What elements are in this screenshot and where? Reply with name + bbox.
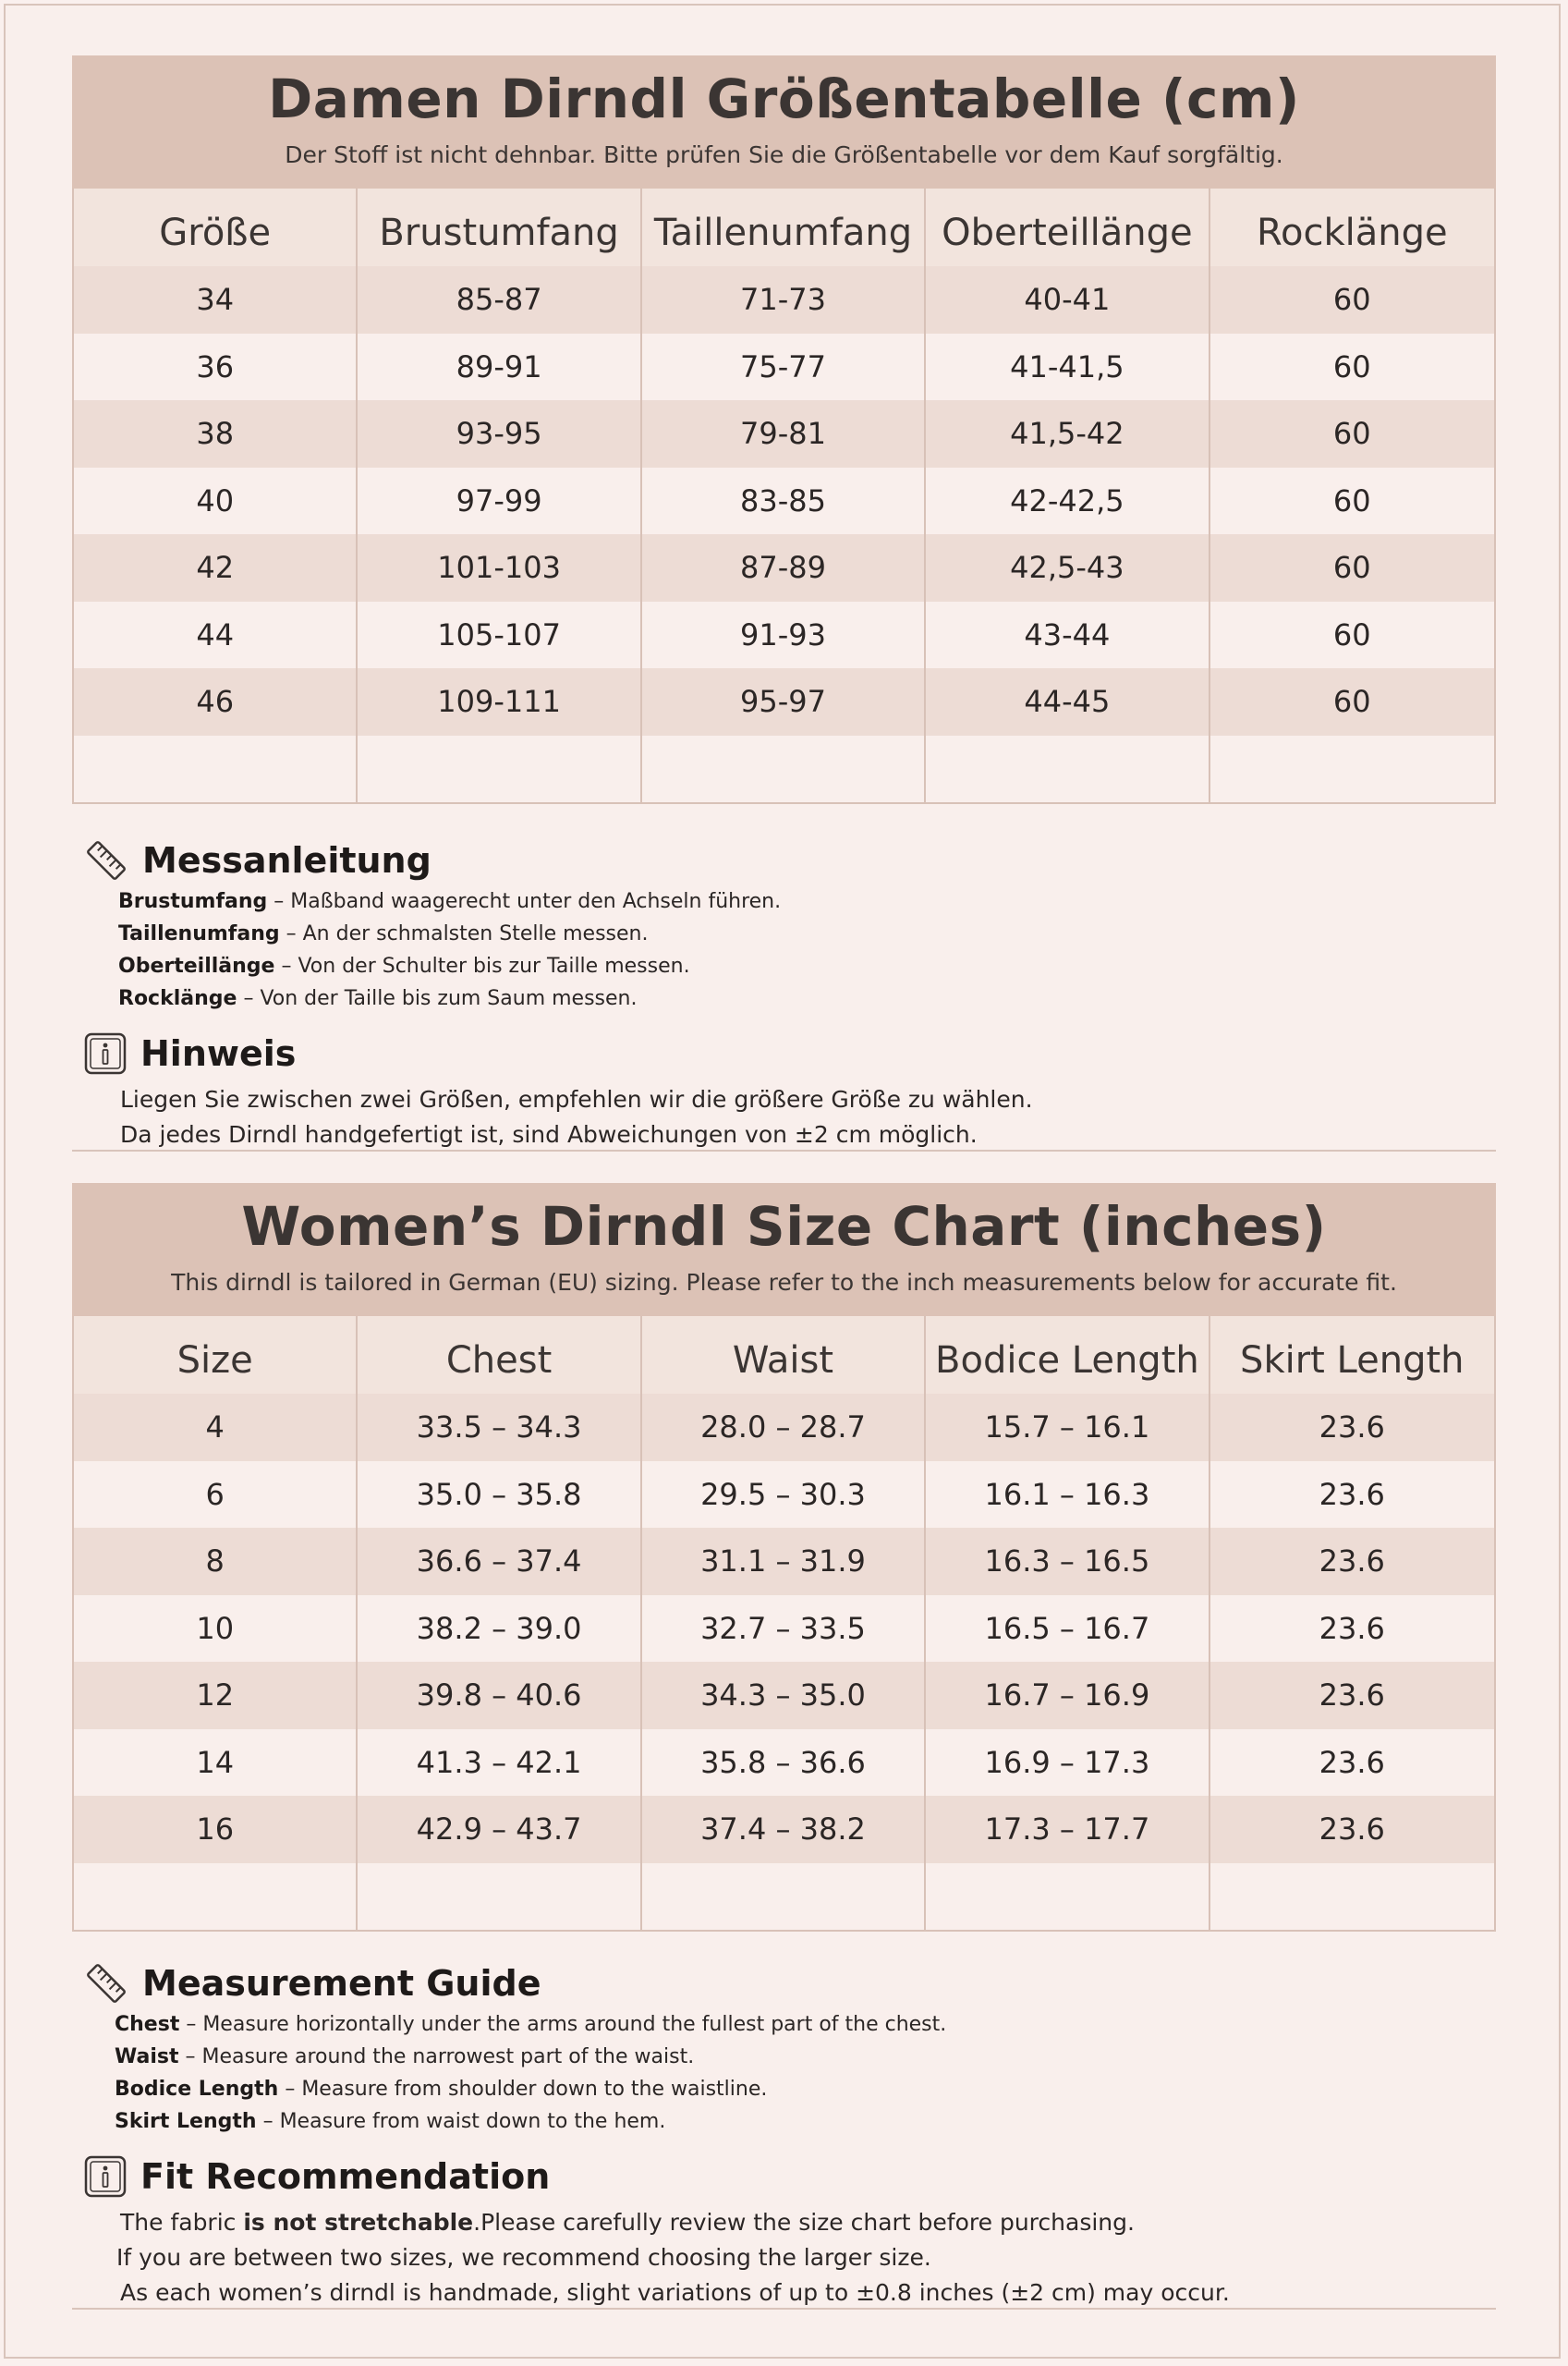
subtitle: This dirndl is tailored in German (EU) sizing. Please refer to the inch measurements below for accurate fit. xyxy=(171,1269,1397,1296)
table-cell: 60 xyxy=(1210,468,1494,535)
guide-heading xyxy=(83,1960,541,2006)
table-cell: 23.6 xyxy=(1210,1796,1494,1863)
divider xyxy=(72,2308,1496,2310)
guide-item: Taillenumfang – An der schmalsten Stelle messen. xyxy=(118,922,649,945)
size-table-inches xyxy=(72,1183,1496,1932)
guide-list xyxy=(118,885,781,1015)
size-table-cm xyxy=(72,55,1496,804)
table-cell: 35.0 – 35.8 xyxy=(358,1461,641,1529)
table-cell: 23.6 xyxy=(1210,1461,1494,1529)
table-cell: 83-85 xyxy=(642,468,926,535)
column-header: Brustumfang xyxy=(358,189,641,266)
table-cell: 44-45 xyxy=(926,668,1209,736)
column-header: Size xyxy=(74,1316,358,1394)
guide-item: Oberteillänge – Von der Schulter bis zur Taille messen. xyxy=(118,955,690,978)
guide-item: Skirt Length – Measure from waist down to the hem. xyxy=(115,2110,666,2133)
guide-list xyxy=(115,2008,946,2138)
hint-line: Da jedes Dirndl handgefertigt ist, sind Abweichungen von ±2 cm möglich. xyxy=(120,1121,978,1148)
page-title: Women’s Dirndl Size Chart (inches) xyxy=(241,1195,1327,1258)
ruler-icon xyxy=(83,1960,129,2006)
table-cell: 41.3 – 42.1 xyxy=(358,1729,641,1797)
guide-title: Measurement Guide xyxy=(142,1963,541,2004)
table-cell: 15.7 – 16.1 xyxy=(926,1394,1209,1461)
subtitle: Der Stoff ist nicht dehnbar. Bitte prüfen Sie die Größentabelle vor dem Kauf sorgfältig. xyxy=(285,141,1283,168)
hint-line: If you are between two sizes, we recommend choosing the larger size. xyxy=(116,2244,931,2271)
table-cell: 16.5 – 16.7 xyxy=(926,1595,1209,1663)
table-cell: 60 xyxy=(1210,534,1494,602)
table-cell: 71-73 xyxy=(642,266,926,334)
table-cell: 29.5 – 30.3 xyxy=(642,1461,926,1529)
table-cell: 89-91 xyxy=(358,334,641,401)
table-cell: 97-99 xyxy=(358,468,641,535)
table-cell: 16.9 – 17.3 xyxy=(926,1729,1209,1797)
hint-text xyxy=(116,2205,1230,2311)
empty-cell xyxy=(926,1863,1209,1931)
hint-heading xyxy=(83,1031,296,1076)
table-cell: 93-95 xyxy=(358,400,641,468)
table-cell: 87-89 xyxy=(642,534,926,602)
table-cell: 37.4 – 38.2 xyxy=(642,1796,926,1863)
table-cell: 42 xyxy=(74,534,358,602)
table-cell: 41,5-42 xyxy=(926,400,1209,468)
empty-cell xyxy=(1210,736,1494,803)
table-cell: 12 xyxy=(74,1662,358,1729)
info-icon xyxy=(83,2154,128,2199)
ruler-icon xyxy=(83,837,129,884)
table-cell: 16.7 – 16.9 xyxy=(926,1662,1209,1729)
table-cell: 23.6 xyxy=(1210,1662,1494,1729)
page-title: Damen Dirndl Größentabelle (cm) xyxy=(268,67,1300,130)
table-cell: 28.0 – 28.7 xyxy=(642,1394,926,1461)
table-cell: 6 xyxy=(74,1461,358,1529)
table-cell: 23.6 xyxy=(1210,1595,1494,1663)
column-header: Waist xyxy=(642,1316,926,1394)
table-cell: 33.5 – 34.3 xyxy=(358,1394,641,1461)
empty-cell xyxy=(1210,1863,1494,1931)
table-cell: 38.2 – 39.0 xyxy=(358,1595,641,1663)
table-cell: 91-93 xyxy=(642,602,926,669)
table-cell: 105-107 xyxy=(358,602,641,669)
empty-cell xyxy=(358,736,641,803)
column-header: Bodice Length xyxy=(926,1316,1209,1394)
hint-title: Hinweis xyxy=(140,1033,297,1074)
table-cell: 38 xyxy=(74,400,358,468)
title-band xyxy=(72,1183,1496,1316)
table-cell: 39.8 – 40.6 xyxy=(358,1662,641,1729)
table-cell: 32.7 – 33.5 xyxy=(642,1595,926,1663)
guide-item: Chest – Measure horizontally under the arms around the fullest part of the chest. xyxy=(115,2013,947,2036)
empty-cell xyxy=(74,736,358,803)
table-cell: 17.3 – 17.7 xyxy=(926,1796,1209,1863)
empty-cell xyxy=(926,736,1209,803)
guide-item: Bodice Length – Measure from shoulder down to the waistline. xyxy=(115,2078,768,2101)
hint-line: Liegen Sie zwischen zwei Größen, empfehlen wir die größere Größe zu wählen. xyxy=(120,1086,1033,1113)
table-cell: 40-41 xyxy=(926,266,1209,334)
table-cell: 36.6 – 37.4 xyxy=(358,1528,641,1595)
column-header: Größe xyxy=(74,189,358,266)
hint-text xyxy=(120,1082,1033,1153)
divider xyxy=(72,1150,1496,1152)
empty-cell xyxy=(358,1863,641,1931)
table-cell: 34 xyxy=(74,266,358,334)
table-cell: 8 xyxy=(74,1528,358,1595)
table-cell: 75-77 xyxy=(642,334,926,401)
table-cell: 23.6 xyxy=(1210,1394,1494,1461)
table-cell: 95-97 xyxy=(642,668,926,736)
table-cell: 42,5-43 xyxy=(926,534,1209,602)
info-icon xyxy=(83,1031,128,1076)
table-cell: 31.1 – 31.9 xyxy=(642,1528,926,1595)
table-cell: 42.9 – 43.7 xyxy=(358,1796,641,1863)
table-cell: 79-81 xyxy=(642,400,926,468)
guide-item: Rocklänge – Von der Taille bis zum Saum messen. xyxy=(118,987,638,1010)
hint-line: As each women’s dirndl is handmade, slight variations of up to ±0.8 inches (±2 cm) may occur. xyxy=(120,2279,1230,2306)
column-header: Chest xyxy=(358,1316,641,1394)
table-cell: 44 xyxy=(74,602,358,669)
column-header: Skirt Length xyxy=(1210,1316,1494,1394)
table-cell: 60 xyxy=(1210,668,1494,736)
guide-item: Waist – Measure around the narrowest part of the waist. xyxy=(115,2045,695,2068)
hint-title: Fit Recommendation xyxy=(140,2156,551,2197)
empty-cell xyxy=(74,1863,358,1931)
column-header: Rocklänge xyxy=(1210,189,1494,266)
table-grid xyxy=(72,1316,1496,1932)
hint-heading xyxy=(83,2154,550,2199)
table-cell: 101-103 xyxy=(358,534,641,602)
table-cell: 10 xyxy=(74,1595,358,1663)
column-header: Taillenumfang xyxy=(642,189,926,266)
table-cell: 109-111 xyxy=(358,668,641,736)
table-cell: 40 xyxy=(74,468,358,535)
empty-cell xyxy=(642,736,926,803)
table-cell: 85-87 xyxy=(358,266,641,334)
table-grid xyxy=(72,189,1496,804)
guide-heading xyxy=(83,837,432,884)
guide-item: Brustumfang – Maßband waagerecht unter den Achseln führen. xyxy=(118,890,782,913)
table-cell: 42-42,5 xyxy=(926,468,1209,535)
table-cell: 4 xyxy=(74,1394,358,1461)
table-cell: 43-44 xyxy=(926,602,1209,669)
table-cell: 14 xyxy=(74,1729,358,1797)
table-cell: 16 xyxy=(74,1796,358,1863)
table-cell: 23.6 xyxy=(1210,1528,1494,1595)
table-cell: 60 xyxy=(1210,400,1494,468)
column-header: Oberteillänge xyxy=(926,189,1209,266)
table-cell: 60 xyxy=(1210,602,1494,669)
table-cell: 46 xyxy=(74,668,358,736)
table-cell: 16.1 – 16.3 xyxy=(926,1461,1209,1529)
empty-cell xyxy=(642,1863,926,1931)
table-cell: 34.3 – 35.0 xyxy=(642,1662,926,1729)
table-cell: 23.6 xyxy=(1210,1729,1494,1797)
table-cell: 41-41,5 xyxy=(926,334,1209,401)
table-cell: 16.3 – 16.5 xyxy=(926,1528,1209,1595)
table-cell: 35.8 – 36.6 xyxy=(642,1729,926,1797)
hint-line: The fabric is not stretchable.Please carefully review the size chart before purchasing. xyxy=(120,2209,1135,2236)
title-band xyxy=(72,55,1496,189)
table-cell: 60 xyxy=(1210,334,1494,401)
guide-title: Messanleitung xyxy=(142,840,432,881)
table-cell: 60 xyxy=(1210,266,1494,334)
table-cell: 36 xyxy=(74,334,358,401)
